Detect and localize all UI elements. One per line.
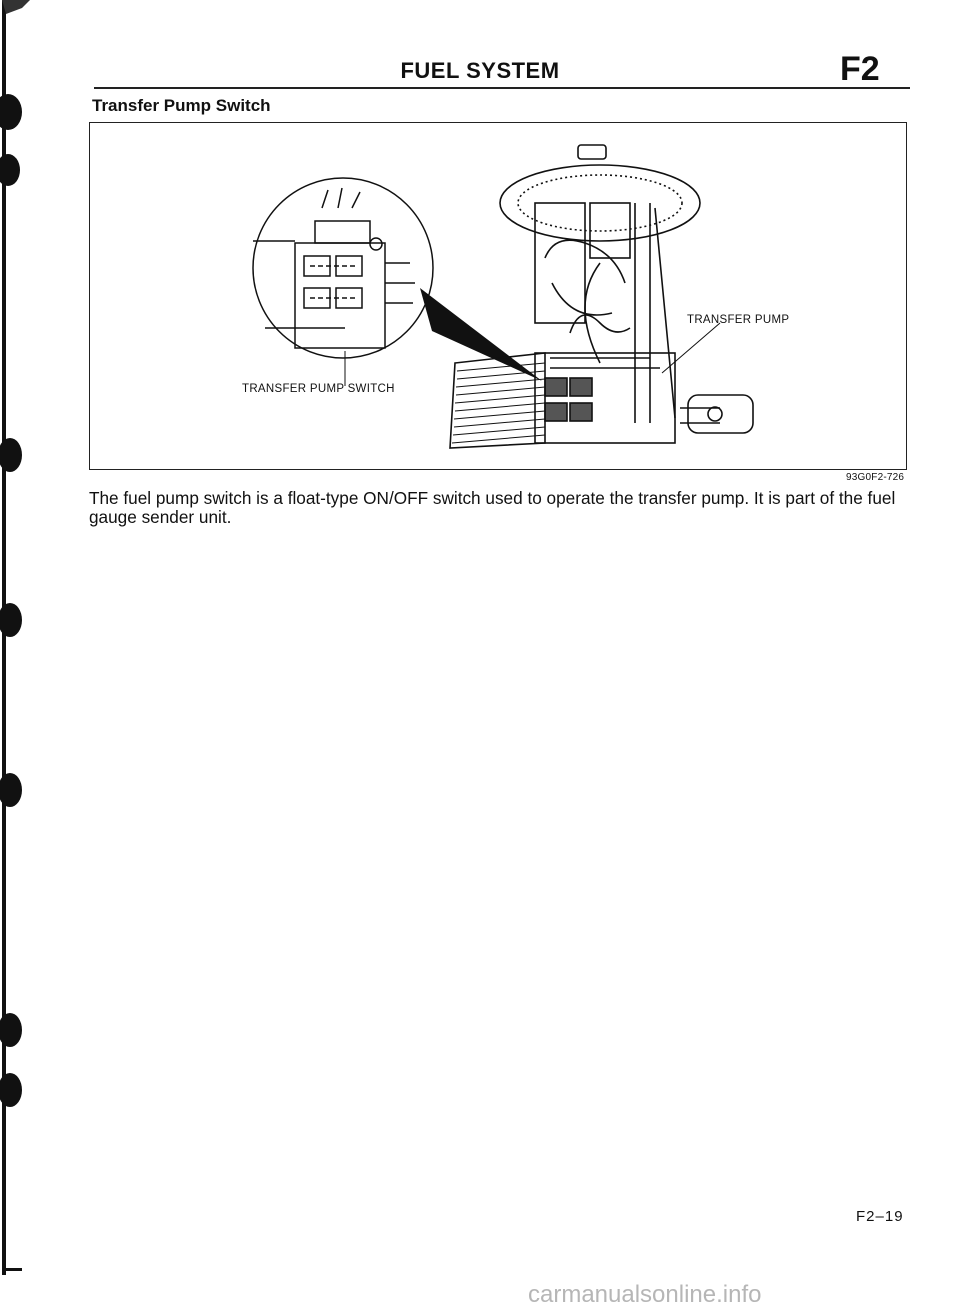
section-title: Transfer Pump Switch <box>92 96 271 115</box>
strainer <box>450 353 545 448</box>
transfer-pump-switch-label: TRANSFER PUMP SWITCH <box>242 383 395 395</box>
watermark: carmanualsonline.info <box>528 1281 762 1308</box>
figure-box <box>89 122 907 470</box>
body-paragraph: The fuel pump switch is a float-type ON/OFF switch used to operate the transfer pump. It is part of the fuel gauge sender unit. <box>89 488 896 527</box>
header-title: FUEL SYSTEM <box>400 58 560 83</box>
callout-wedge <box>420 288 542 381</box>
figure-code: 93G0F2-726 <box>846 472 905 483</box>
transfer-pump-leader <box>662 323 720 373</box>
page-number: F2–19 <box>856 1208 904 1225</box>
header-section-code: F2 <box>840 50 880 88</box>
transfer-pump-label: TRANSFER PUMP <box>687 314 790 326</box>
transfer-pump-illustration <box>90 123 907 470</box>
header-rule <box>94 87 910 89</box>
connector-magnifier <box>253 178 433 386</box>
pump-assembly <box>500 145 753 443</box>
binding-edge <box>0 0 50 1290</box>
